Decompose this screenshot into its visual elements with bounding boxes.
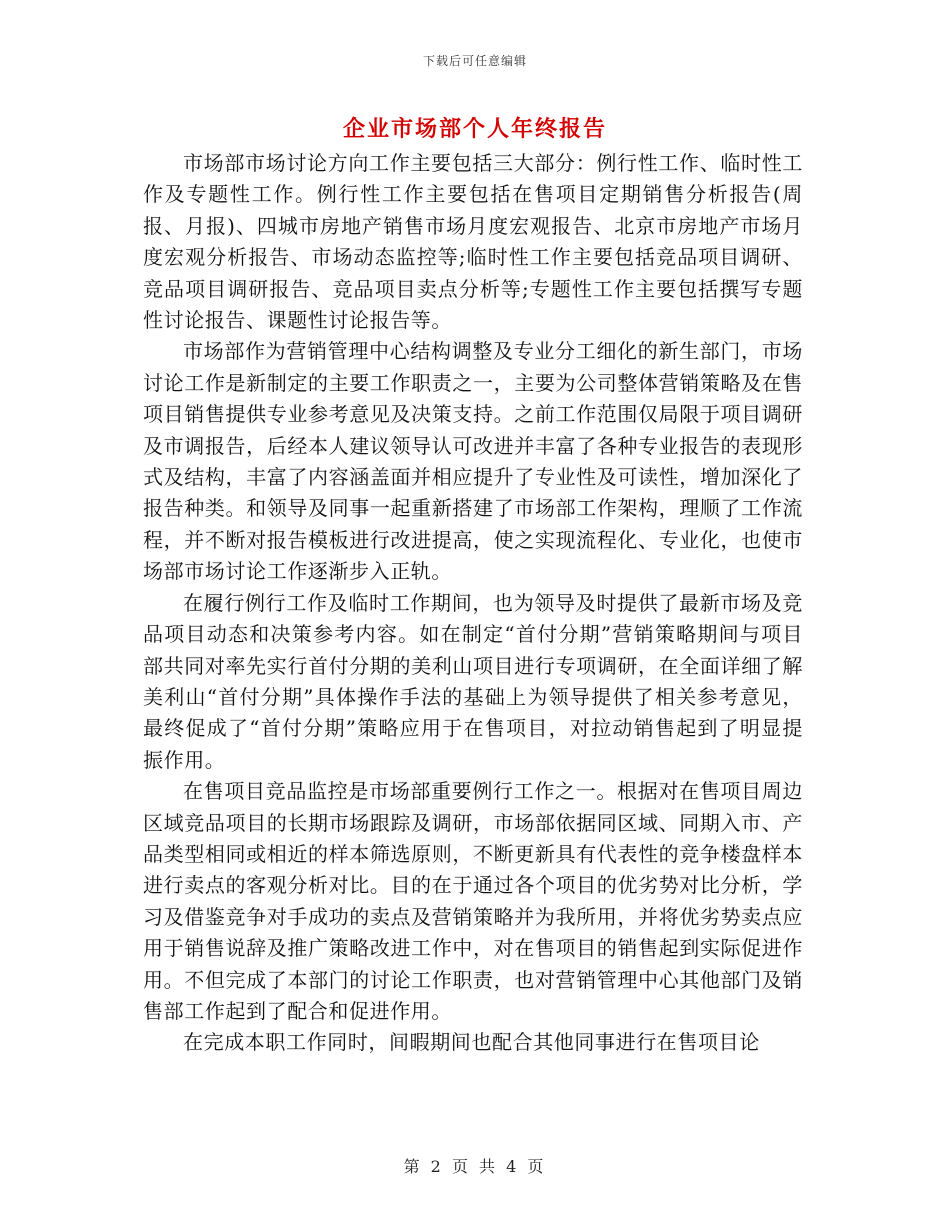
body-paragraph: 市场部市场讨论方向工作主要包括三大部分：例行性工作、临时性工作及专题性工作。例行性工作主要包括在售项目定期销售分析报告(周报、月报)、四城市房地产销售市场月度宏观报告、北京市房地产市场月度宏观分析报告、市场动态监控等;临时性工作主要包括竞品项目调研、竞品项目调研报告、竞品项目卖点分析等;专题性工作主要包括撰写专题性讨论报告、课题性讨论报告等。	[143, 151, 803, 333]
body-paragraph: 市场部作为营销管理中心结构调整及专业分工细化的新生部门，市场讨论工作是新制定的主要工作职责之一，主要为公司整体营销策略及在售项目销售提供专业参考意见及决策支持。之前工作范围仅局限于项目调研及市调报告，后经本人建议领导认可改进并丰富了各种专业报告的表现形式及结构，丰富了内容涵盖面并相应提升了专业性及可读性，增加深化了报告种类。和领导及同事一起重新搭建了市场部工作架构，理顺了工作流程，并不断对报告模板进行改进提高，使之实现流程化、专业化，也使市场部市场讨论工作逐渐步入正轨。	[143, 339, 803, 584]
body-paragraph: 在售项目竞品监控是市场部重要例行工作之一。根据对在售项目周边区域竞品项目的长期市场跟踪及调研，市场部依据同区域、同期入市、产品类型相同或相近的样本筛选原则，不断更新具有代表性的竞争楼盘样本进行卖点的客观分析对比。目的在于通过各个项目的优劣势对比分析，学习及借鉴竞争对手成功的卖点及营销策略并为我所用，并将优劣势卖点应用于销售说辞及推广策略改进工作中，对在售项目的销售起到实际促进作用。不但完成了本部门的讨论工作职责，也对营销管理中心其他部门及销售部工作起到了配合和促进作用。	[143, 779, 803, 1023]
header-note: 下载后可任意编辑	[422, 54, 527, 68]
page-number-footer: 第 2 页 共 4 页	[403, 1157, 547, 1176]
body-paragraph: 在完成本职工作同时，间暇期间也配合其他同事进行在售项目论	[183, 1030, 760, 1055]
document-body	[143, 148, 803, 1059]
body-paragraph: 在履行例行工作及临时工作期间，也为领导及时提供了最新市场及竞品项目动态和决策参考内容。如在制定“首付分期”营销策略期间与项目部共同对率先实行首付分期的美利山项目进行专项调研，在全面详细了解美利山“首付分期”具体操作手法的基础上为领导提供了相关参考意见，最终促成了“首付分期”策略应用于在售项目，对拉动销售起到了明显提振作用。	[143, 590, 803, 772]
document-title: 企业市场部个人年终报告	[342, 116, 607, 142]
